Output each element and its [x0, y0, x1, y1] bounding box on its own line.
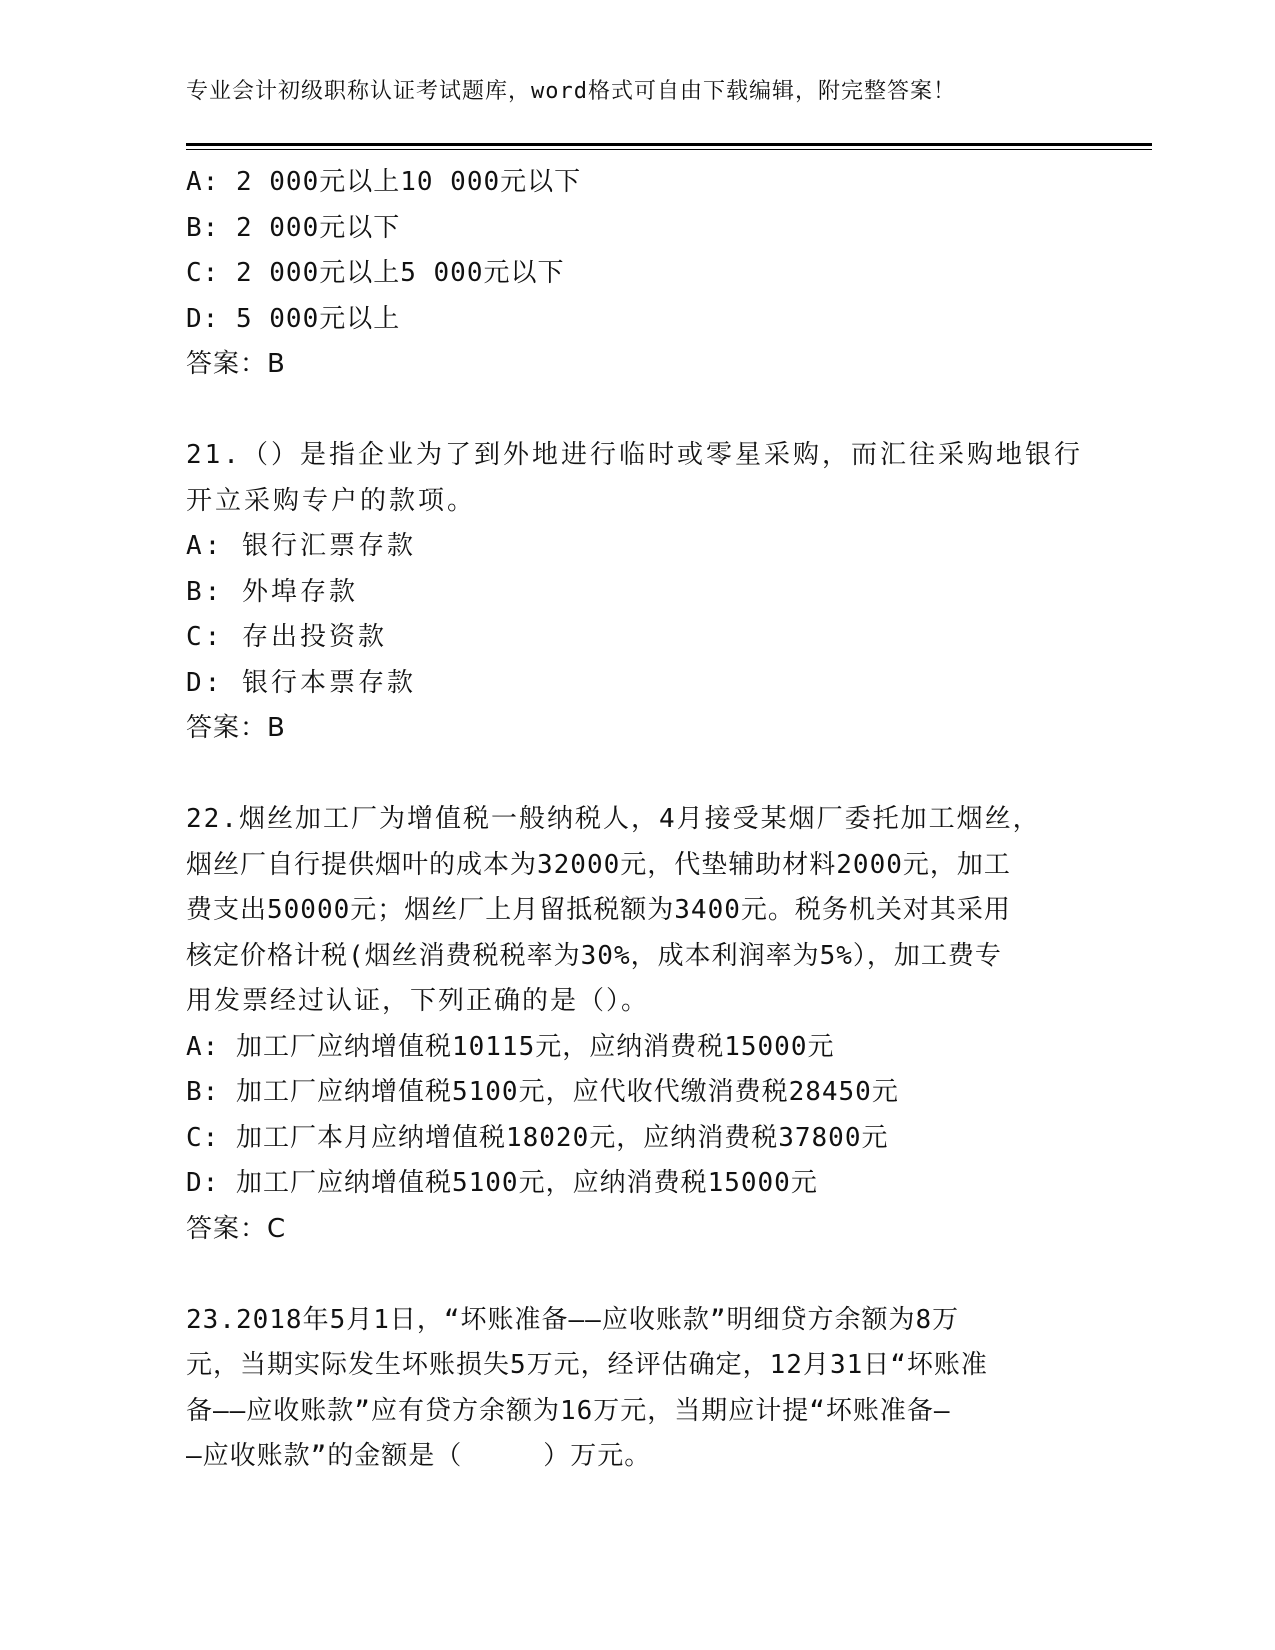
question-stem-line: 备——应收账款”应有贷方余额为16万元，当期应计提“坏账准备— — [186, 1395, 951, 1426]
option-a: A: 加工厂应纳增值税10115元，应纳消费税15000元 — [186, 1031, 835, 1062]
question-block-21 — [186, 433, 1086, 752]
question-stem-line: 21.（）是指企业为了到外地进行临时或零星采购，而汇往采购地银行 — [186, 440, 1083, 470]
option-d: D: 加工厂应纳增值税5100元，应纳消费税15000元 — [186, 1168, 818, 1198]
header-rule-thick — [186, 143, 1152, 146]
question-stem-line: 费支出50000元；烟丝厂上月留抵税额为3400元。税务机关对其采用 — [186, 895, 1011, 925]
question-stem-line: 烟丝厂自行提供烟叶的成本为32000元，代垫辅助材料2000元，加工 — [186, 849, 1011, 880]
question-stem-line: 22.烟丝加工厂为增值税一般纳税人，4月接受某烟厂委托加工烟丝， — [186, 804, 1041, 834]
question-block-22 — [186, 797, 1086, 1252]
option-d: D: 5 000元以上 — [186, 303, 401, 334]
answer: 答案：B — [186, 349, 286, 379]
option-b: B: 加工厂应纳增值税5100元，应代收代缴消费税28450元 — [186, 1077, 899, 1107]
option-b: B: 2 000元以下 — [186, 212, 401, 243]
question-stem-line: 23.2018年5月1日，“坏账准备——应收账款”明细贷方余额为8万 — [186, 1304, 960, 1335]
question-block-20 — [186, 160, 1086, 388]
question-stem-line: 开立采购专户的款项。 — [186, 485, 477, 516]
page-header: 专业会计初级职称认证考试题库，word格式可自由下载编辑，附完整答案！ — [186, 79, 956, 104]
header-rule-thin — [186, 149, 1152, 150]
question-stem-line: 核定价格计税(烟丝消费税税率为30%，成本利润率为5%），加工费专 — [186, 940, 1002, 971]
option-c: C: 加工厂本月应纳增值税18020元，应纳消费税37800元 — [186, 1122, 889, 1153]
question-stem-line: —应收账款”的金额是（ ）万元。 — [186, 1441, 652, 1471]
question-stem-line: 用发票经过认证，下列正确的是（）。 — [186, 986, 650, 1016]
answer: 答案：C — [186, 1213, 287, 1244]
question-content — [186, 160, 1086, 1480]
option-c: C: 存出投资款 — [186, 622, 387, 652]
option-a: A: 2 000元以上10 000元以下 — [186, 167, 582, 197]
question-stem-line: 元，当期实际发生坏账损失5万元，经评估确定，12月31日“坏账准 — [186, 1350, 988, 1380]
option-d: D: 银行本票存款 — [186, 667, 416, 698]
option-c: C: 2 000元以上5 000元以下 — [186, 258, 565, 288]
question-block-23 — [186, 1298, 1086, 1480]
option-a: A: 银行汇票存款 — [186, 531, 416, 561]
answer: 答案：B — [186, 713, 286, 743]
option-b: B: 外埠存款 — [186, 576, 358, 607]
